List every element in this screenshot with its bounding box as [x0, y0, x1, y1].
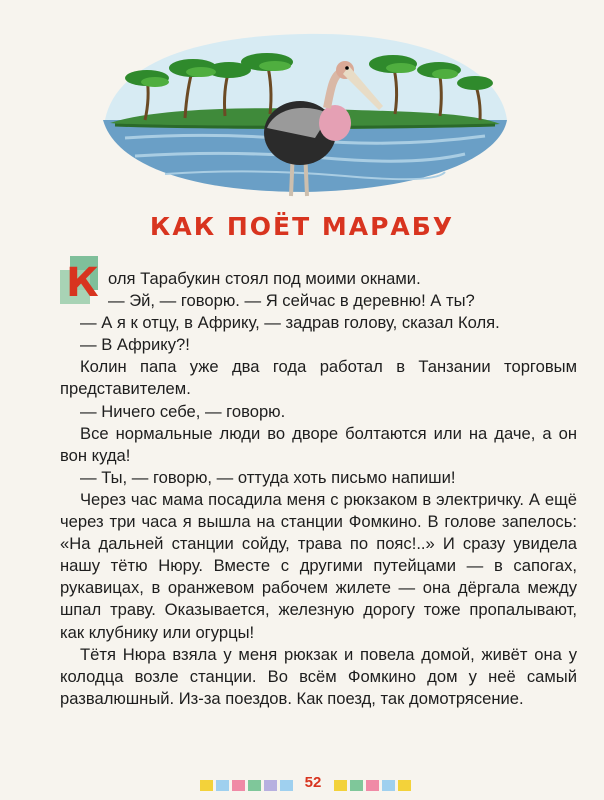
page-footer	[0, 774, 604, 794]
marabou-island-illustration	[95, 28, 515, 198]
paragraph: Тётя Нюра взяла у меня рюкзак и повела домой, живёт она у колодца возле станции. Во всём Фомкино дом у неё самый развалюшный. Из-за поездов. Как поезд, так домотрясение.	[60, 644, 577, 708]
paragraph: — Ничего себе, — говорю.	[80, 401, 286, 421]
paragraph: — В Африку?!	[80, 335, 190, 355]
paragraph: — Эй, — говорю. — Я сейчас в деревню! А ты?	[108, 291, 475, 311]
story-text	[60, 268, 577, 710]
paragraph: оля Тарабукин стоял под моими окнами.	[108, 269, 421, 288]
paragraph: Через час мама посадила меня с рюкзаком в электричку. А ещё через три часа я вышла на станции Фомкино. В голове запелось: «На дальней станции сойду, трава по пояс!..» И сразу увидела нашу тётю Нюру. Вместе с другими путейцами — в сапогах, рукавицах, в оранжевом рабочем жилете — она дёргала между шпал траву. Оказывается, железную дорогу тоже пропалывают, как клубнику или огурцы!	[60, 489, 577, 642]
drop-cap-letter: К	[66, 260, 99, 306]
story-title: КАК ПОЁТ МАРАБУ	[149, 212, 455, 241]
paragraph: — Ты, — говорю, — оттуда хоть письмо напиши!	[80, 467, 456, 487]
paragraph: Все нормальные люди во дворе болтаются или на даче, а он вон куда!	[60, 423, 577, 465]
paragraph: — А я к отцу, в Африку, — задрав голову, сказал Коля.	[80, 313, 500, 333]
page-number: 52	[304, 774, 322, 791]
paragraph: Колин папа уже два года работал в Танзании торговым представителем.	[60, 357, 577, 399]
